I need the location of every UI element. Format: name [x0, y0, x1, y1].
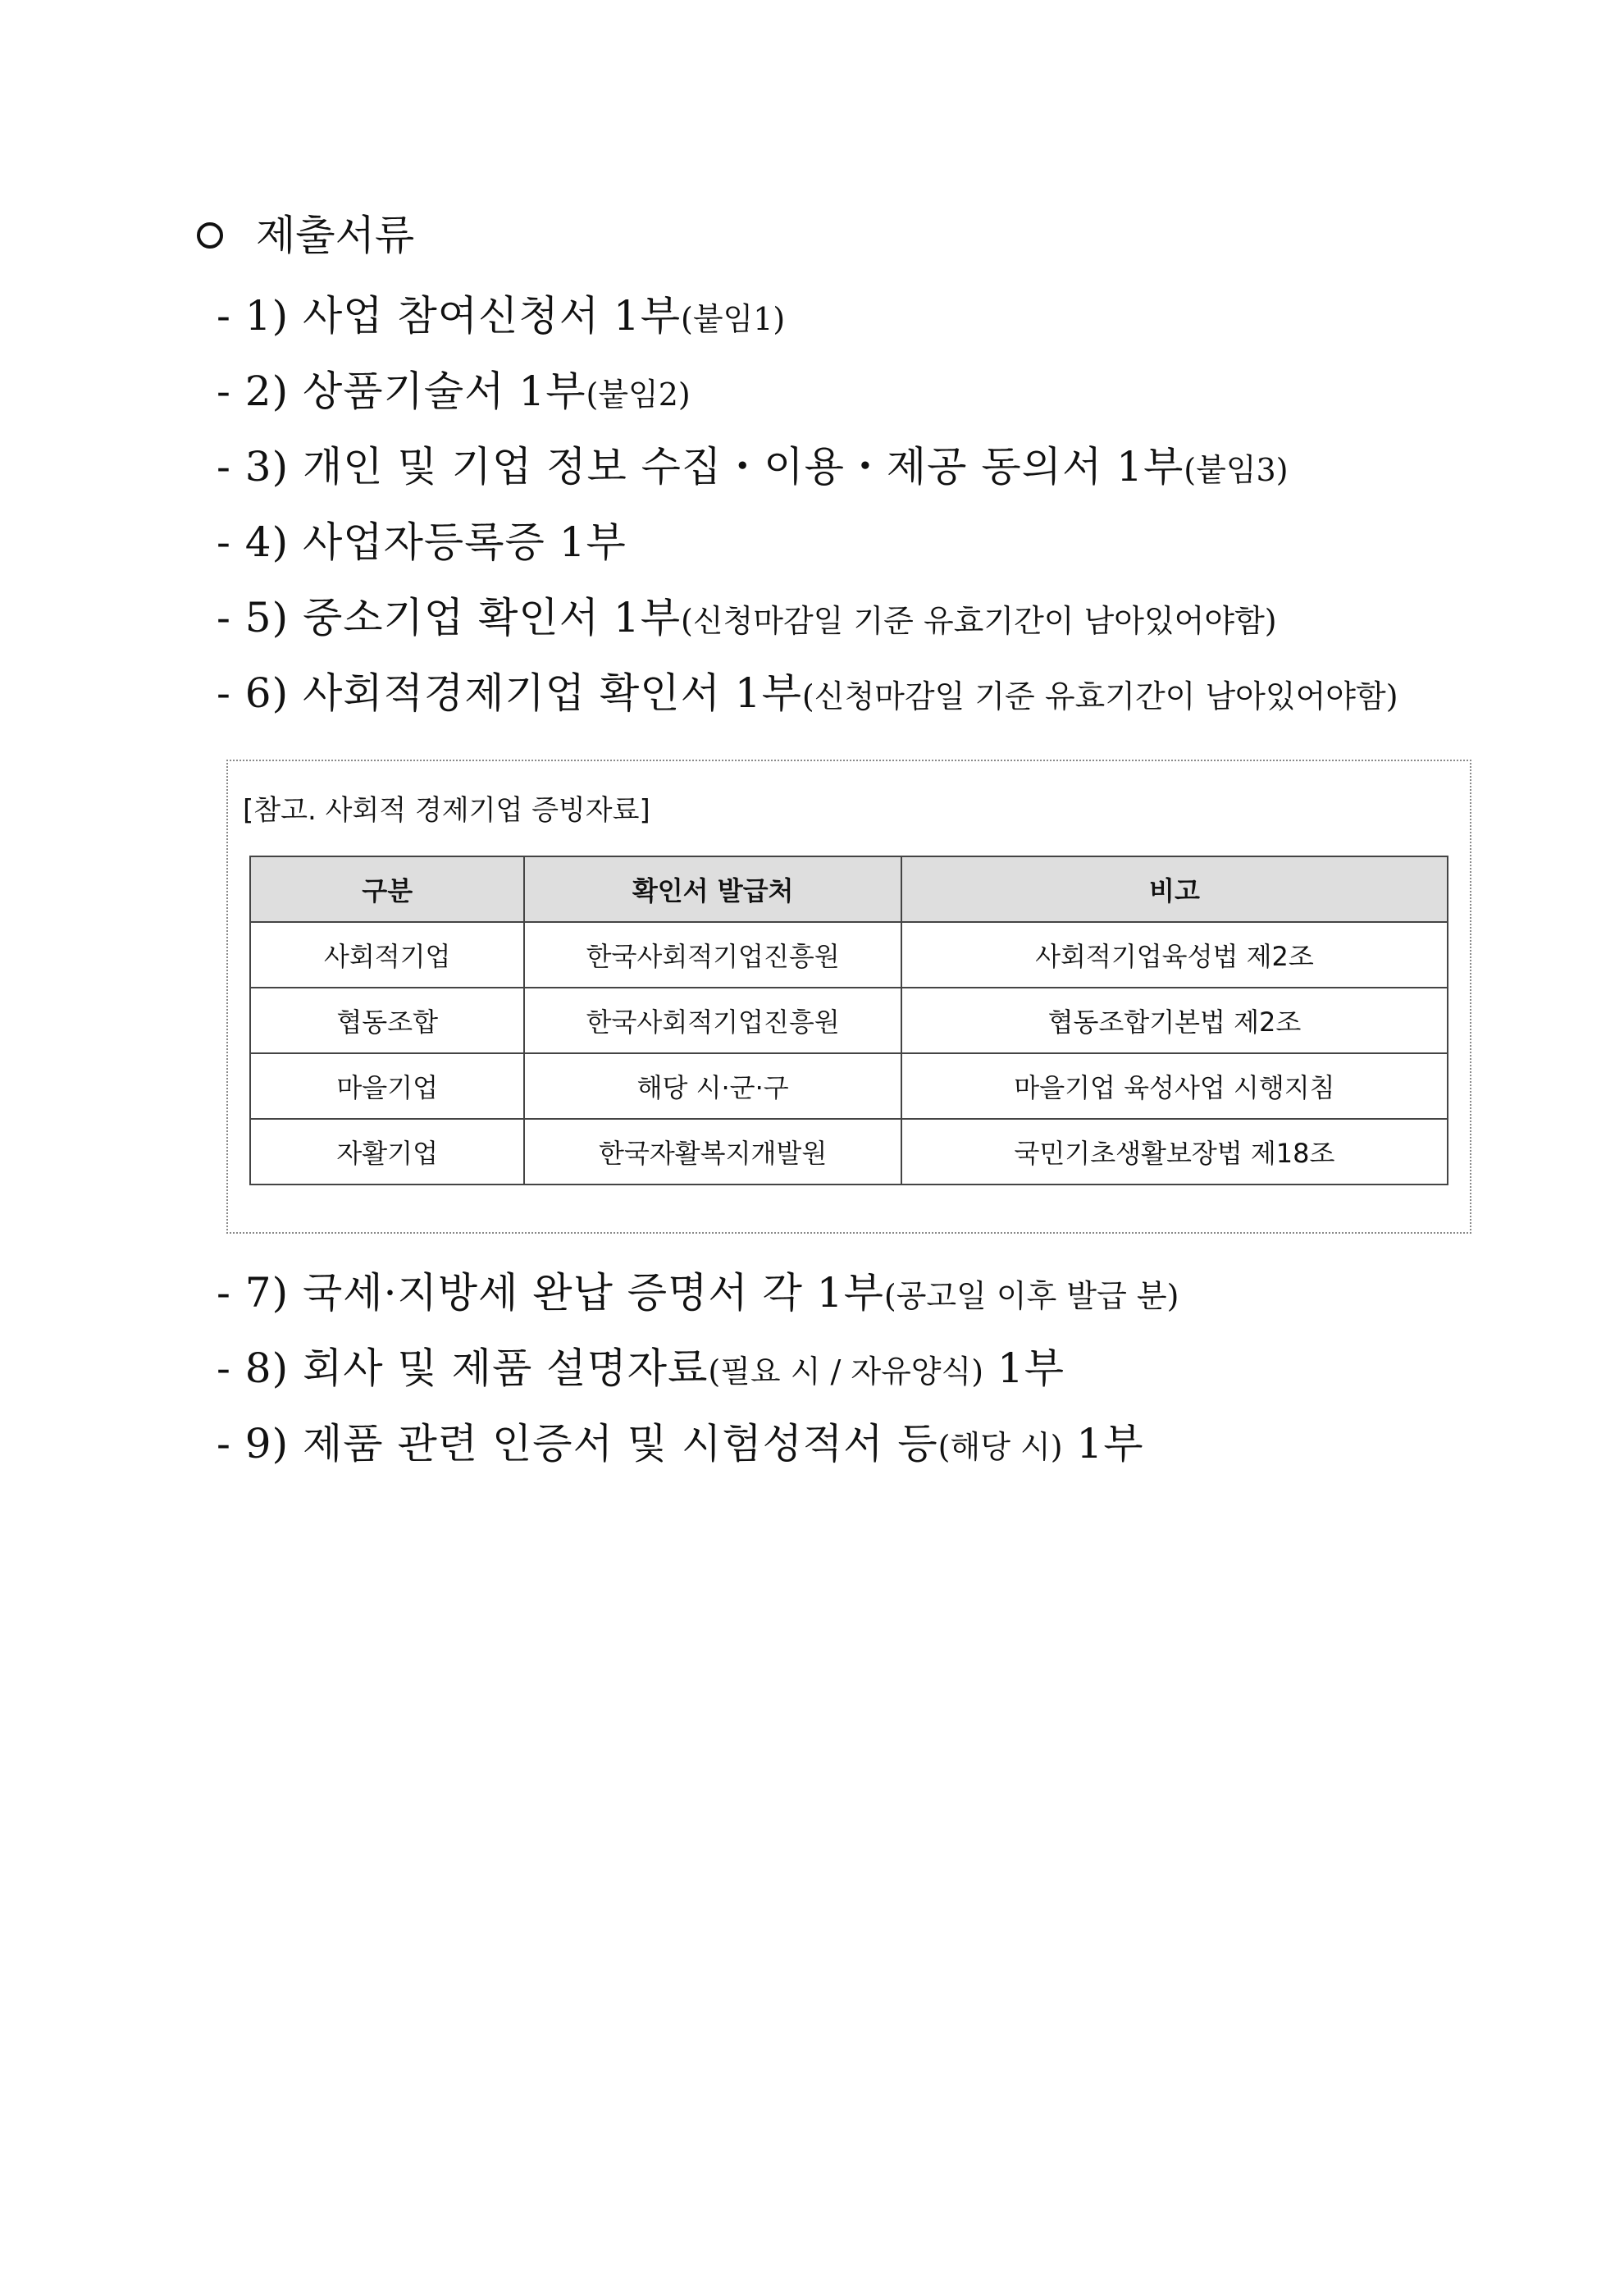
document-item-9 — [217, 1415, 1144, 1476]
cell-issuer: 한국자활복지개발원 — [524, 1119, 901, 1185]
document-item-2 — [217, 363, 691, 423]
document-item-4 — [217, 514, 627, 574]
item-main-text: - 7) 국세·지방세 완납 증명서 각 1부 — [217, 1269, 884, 1317]
document-item-7 — [217, 1264, 1179, 1325]
item-note: (공고일 이후 발급 분) — [883, 1278, 1179, 1314]
heading-text: 제출서류 — [256, 212, 415, 259]
cell-category: 협동조합 — [250, 988, 524, 1053]
document-item-5 — [217, 589, 1277, 650]
table-header-row — [250, 856, 1448, 922]
circle-bullet-icon — [197, 222, 223, 249]
reference-title: [참고. 사회적 경제기업 증빙자료] — [243, 794, 650, 827]
cell-remarks: 협동조합기본법 제2조 — [901, 988, 1448, 1053]
cell-issuer: 한국사회적기업진흥원 — [524, 988, 901, 1053]
cell-issuer: 한국사회적기업진흥원 — [524, 922, 901, 988]
item-main-text: - 8) 회사 및 제품 설명자료 — [217, 1344, 709, 1392]
item-note: (해당 시) — [937, 1429, 1063, 1465]
header-category: 구분 — [250, 856, 524, 922]
section-heading — [197, 207, 414, 264]
item-main-text: - 6) 사회적경제기업 확인서 1부 — [217, 669, 802, 717]
cell-category: 사회적기업 — [250, 922, 524, 988]
document-item-1 — [217, 287, 785, 348]
table-row — [250, 1119, 1448, 1185]
cell-category: 마을기업 — [250, 1053, 524, 1119]
header-issuer: 확인서 발급처 — [524, 856, 901, 922]
item-main-text: - 4) 사업자등록증 1부 — [217, 518, 627, 566]
header-remarks: 비고 — [901, 856, 1448, 922]
cell-remarks: 사회적기업육성법 제2조 — [901, 922, 1448, 988]
item-note: (붙임1) — [681, 301, 786, 337]
item-note: (붙임3) — [1184, 452, 1289, 488]
item-note: (신청마감일 기준 유효기간이 남아있어야함) — [681, 603, 1277, 639]
item-note: (붙임2) — [586, 377, 691, 413]
item-main-text: - 1) 사업 참여신청서 1부 — [217, 292, 681, 340]
document-item-8 — [217, 1340, 1065, 1400]
cell-remarks: 마을기업 육성사업 시행지침 — [901, 1053, 1448, 1119]
document-item-3 — [217, 438, 1289, 499]
cell-issuer: 해당 시·군·구 — [524, 1053, 901, 1119]
item-tail-text: 1부 — [983, 1344, 1065, 1392]
table-row — [250, 922, 1448, 988]
item-main-text: - 3) 개인 및 기업 정보 수집・이용・제공 동의서 1부 — [217, 443, 1184, 491]
reference-table — [249, 856, 1448, 1185]
item-tail-text: 1부 — [1062, 1420, 1144, 1468]
cell-category: 자활기업 — [250, 1119, 524, 1185]
item-note: (신청마감일 기준 유효기간이 남아있어야함) — [801, 678, 1398, 714]
document-item-6 — [217, 664, 1398, 725]
item-main-text: - 5) 중소기업 확인서 1부 — [217, 594, 681, 641]
table-row — [250, 988, 1448, 1053]
cell-remarks: 국민기초생활보장법 제18조 — [901, 1119, 1448, 1185]
table-row — [250, 1053, 1448, 1119]
item-note: (필요 시 / 자유양식) — [708, 1353, 984, 1390]
item-main-text: - 2) 상품기술서 1부 — [217, 367, 586, 415]
item-main-text: - 9) 제품 관련 인증서 및 시험성적서 등 — [217, 1420, 938, 1468]
